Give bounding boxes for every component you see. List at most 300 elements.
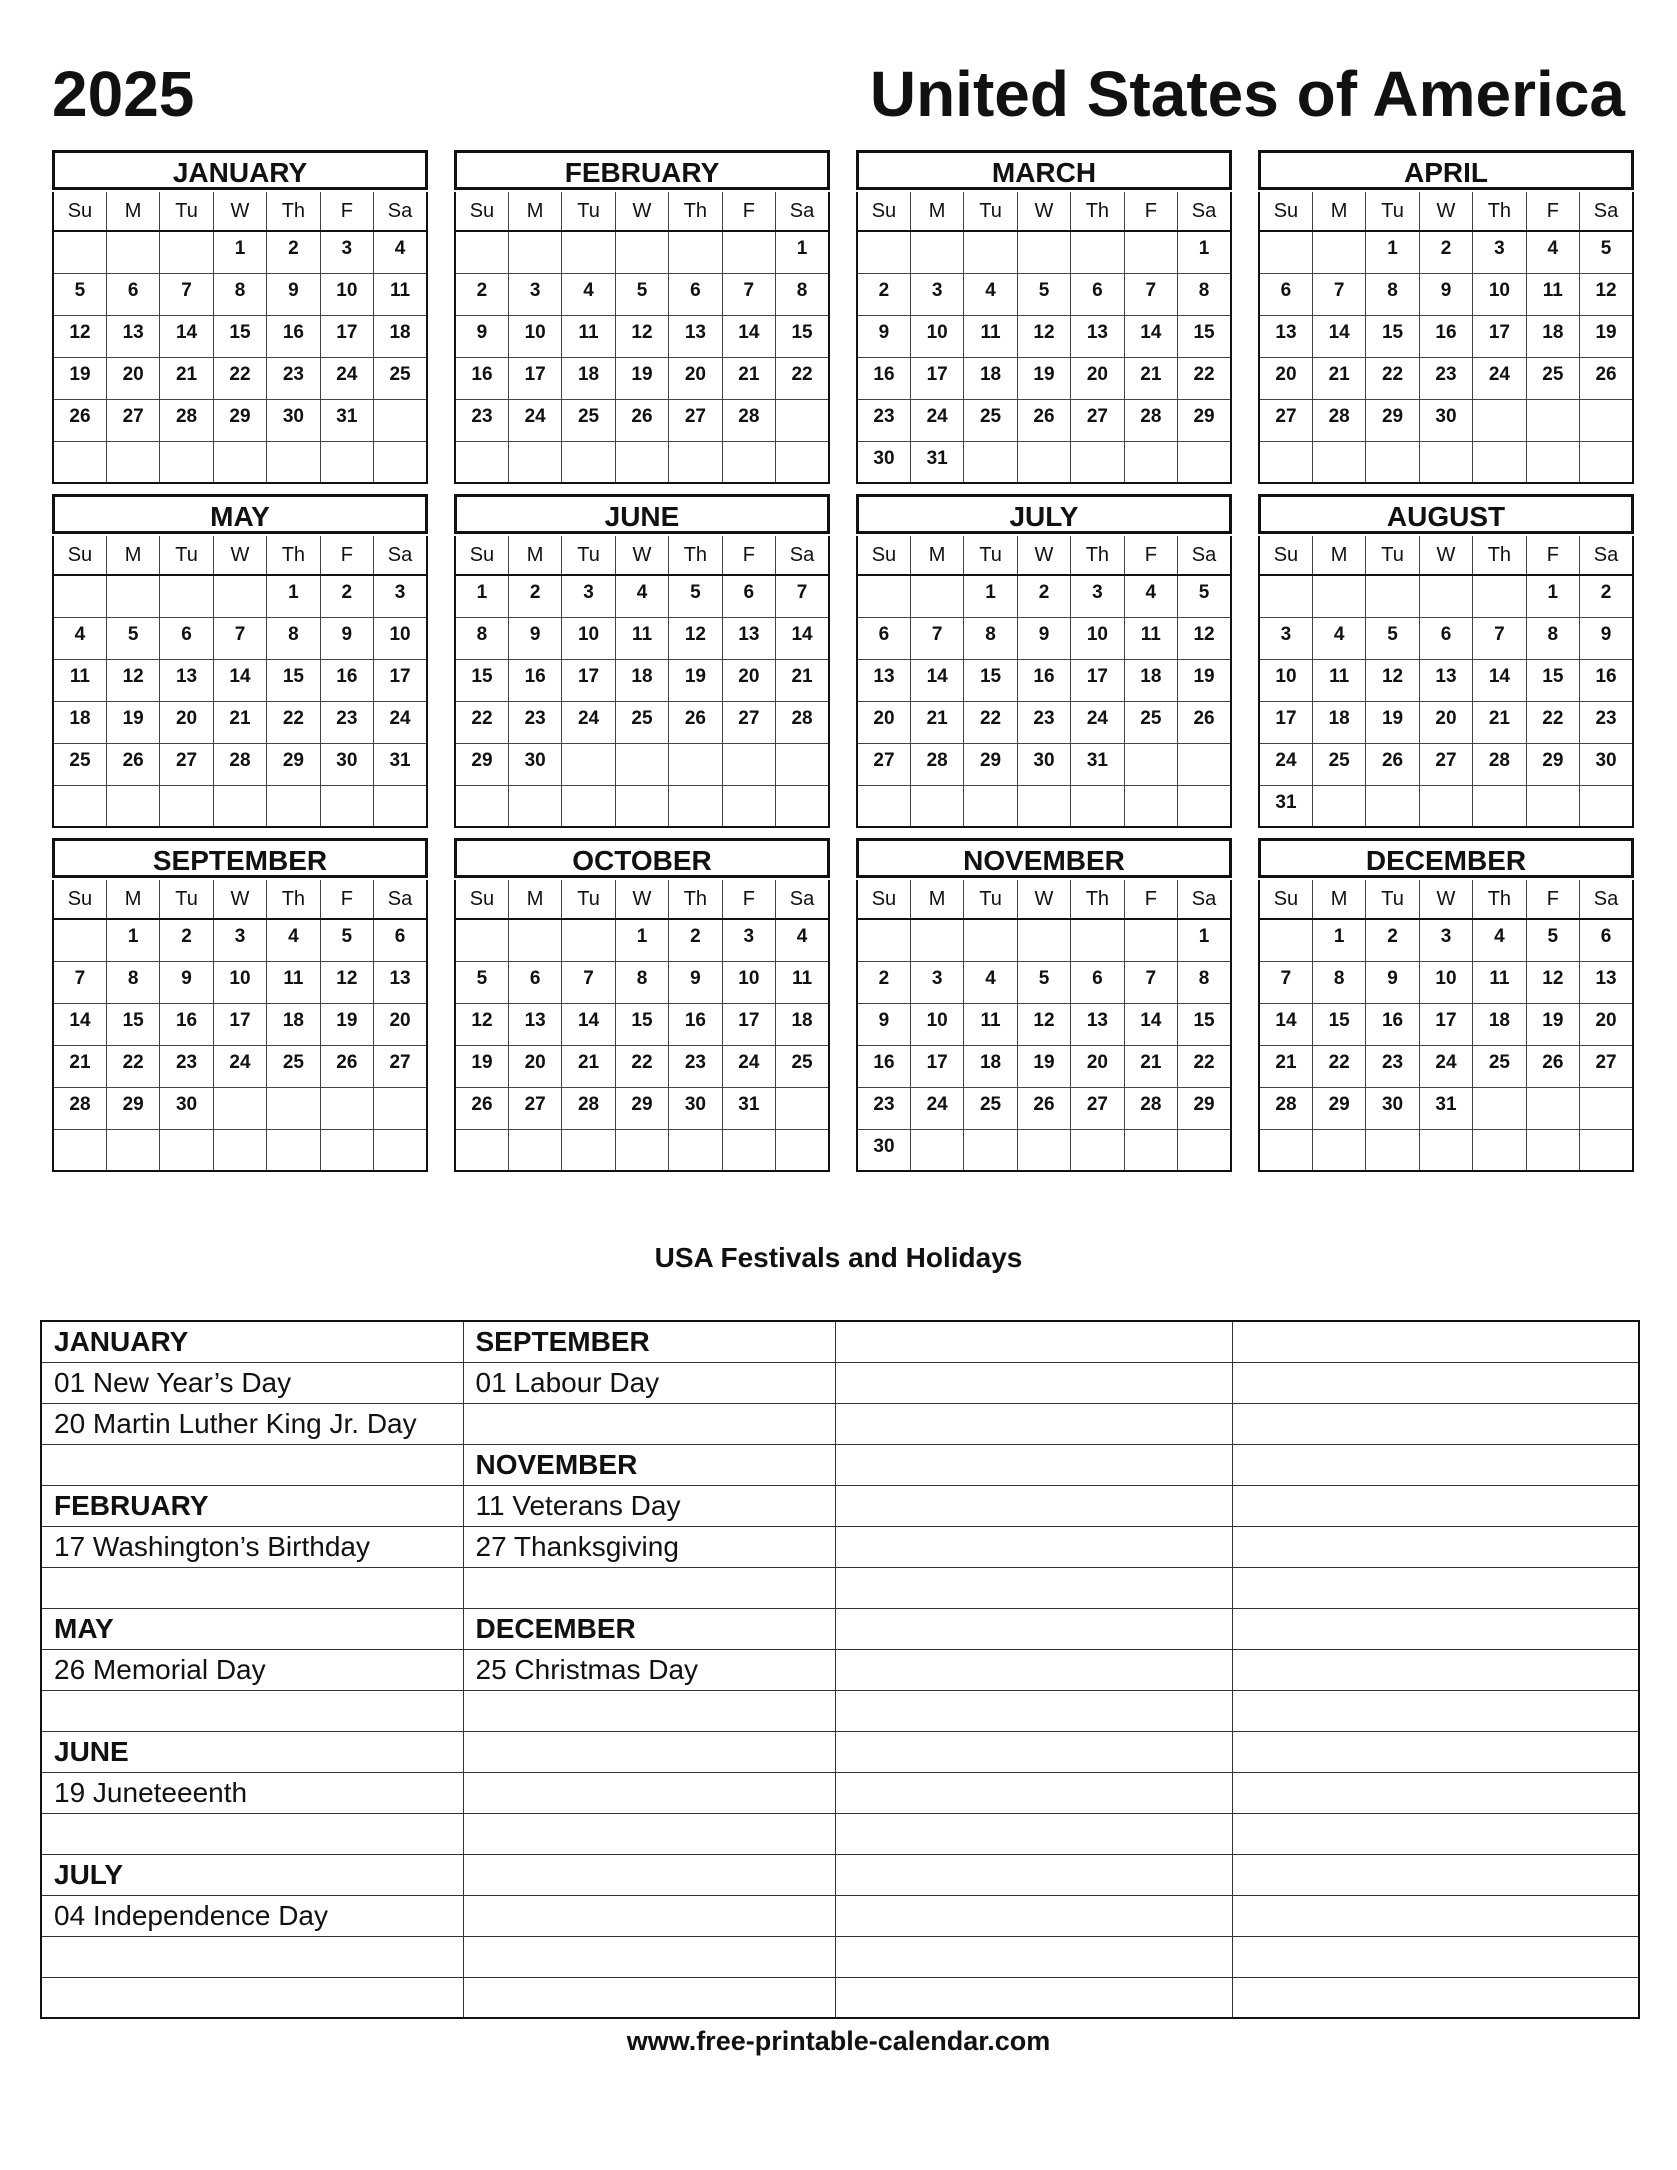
day-cell: 10 bbox=[910, 315, 963, 357]
day-cell: 3 bbox=[910, 961, 963, 1003]
day-cell: 14 bbox=[1473, 659, 1526, 701]
weekday-header: W bbox=[615, 536, 668, 575]
day-cell: 14 bbox=[1124, 315, 1177, 357]
day-cell: 2 bbox=[455, 273, 508, 315]
day-cell: 4 bbox=[964, 961, 1017, 1003]
day-cell bbox=[1580, 399, 1633, 441]
day-cell: 29 bbox=[1178, 399, 1231, 441]
day-cell bbox=[106, 785, 159, 827]
day-cell bbox=[722, 231, 775, 273]
day-cell: 11 bbox=[267, 961, 320, 1003]
day-cell bbox=[857, 231, 910, 273]
day-cell: 28 bbox=[722, 399, 775, 441]
week-row bbox=[857, 701, 1231, 743]
week-row bbox=[455, 1003, 829, 1045]
day-cell bbox=[1473, 1087, 1526, 1129]
day-cell bbox=[1071, 441, 1124, 483]
day-cell bbox=[320, 1087, 373, 1129]
holiday-entry bbox=[1232, 1977, 1639, 2018]
day-cell bbox=[910, 231, 963, 273]
day-cell bbox=[1071, 919, 1124, 961]
week-row bbox=[857, 1087, 1231, 1129]
day-cell: 12 bbox=[53, 315, 106, 357]
day-cell: 25 bbox=[1473, 1045, 1526, 1087]
day-cell: 12 bbox=[455, 1003, 508, 1045]
holiday-entry bbox=[41, 1936, 463, 1977]
holiday-row bbox=[41, 1321, 1639, 1362]
week-row bbox=[455, 441, 829, 483]
day-cell: 7 bbox=[776, 575, 829, 617]
week-row bbox=[455, 575, 829, 617]
weekday-header: M bbox=[910, 880, 963, 919]
day-cell bbox=[508, 785, 561, 827]
weekday-header: M bbox=[106, 192, 159, 231]
day-cell bbox=[857, 575, 910, 617]
holiday-entry bbox=[463, 1690, 835, 1731]
month-february bbox=[454, 150, 830, 484]
day-cell: 20 bbox=[1580, 1003, 1633, 1045]
day-cell: 29 bbox=[1526, 743, 1579, 785]
week-row bbox=[1259, 659, 1633, 701]
day-cell: 7 bbox=[722, 273, 775, 315]
day-cell: 16 bbox=[1017, 659, 1070, 701]
day-cell bbox=[1178, 743, 1231, 785]
day-cell: 19 bbox=[615, 357, 668, 399]
day-cell bbox=[1473, 575, 1526, 617]
day-cell bbox=[213, 785, 266, 827]
day-cell bbox=[320, 441, 373, 483]
weekday-header: Th bbox=[669, 880, 722, 919]
weekday-header: F bbox=[1124, 536, 1177, 575]
weekday-header: F bbox=[1526, 192, 1579, 231]
day-cell bbox=[1124, 785, 1177, 827]
day-cell: 6 bbox=[722, 575, 775, 617]
holiday-entry bbox=[41, 1813, 463, 1854]
day-cell: 16 bbox=[455, 357, 508, 399]
day-cell: 24 bbox=[1071, 701, 1124, 743]
weekday-header: W bbox=[1017, 536, 1070, 575]
day-cell bbox=[106, 575, 159, 617]
day-cell: 17 bbox=[722, 1003, 775, 1045]
day-cell: 24 bbox=[374, 701, 427, 743]
day-cell: 12 bbox=[320, 961, 373, 1003]
month-grid bbox=[52, 536, 428, 828]
day-cell: 26 bbox=[1017, 1087, 1070, 1129]
day-cell: 5 bbox=[53, 273, 106, 315]
day-cell: 16 bbox=[267, 315, 320, 357]
weekday-header: F bbox=[1526, 880, 1579, 919]
day-cell bbox=[1178, 441, 1231, 483]
day-cell bbox=[374, 441, 427, 483]
day-cell: 15 bbox=[615, 1003, 668, 1045]
week-row bbox=[53, 701, 427, 743]
day-cell bbox=[910, 785, 963, 827]
day-cell: 4 bbox=[776, 919, 829, 961]
holidays-title: USA Festivals and Holidays bbox=[654, 1242, 1023, 1273]
week-row bbox=[857, 399, 1231, 441]
holiday-entry bbox=[835, 1977, 1232, 2018]
day-cell: 1 bbox=[615, 919, 668, 961]
month-november bbox=[856, 838, 1232, 1172]
day-cell: 8 bbox=[1178, 273, 1231, 315]
holiday-entry bbox=[463, 1977, 835, 2018]
day-cell: 13 bbox=[508, 1003, 561, 1045]
day-cell: 6 bbox=[1071, 961, 1124, 1003]
day-cell: 1 bbox=[267, 575, 320, 617]
day-cell: 6 bbox=[1580, 919, 1633, 961]
day-cell: 9 bbox=[669, 961, 722, 1003]
day-cell: 5 bbox=[1526, 919, 1579, 961]
day-cell bbox=[669, 743, 722, 785]
holidays-table bbox=[40, 1320, 1640, 2019]
holiday-entry: 19 Juneteeenth bbox=[41, 1772, 463, 1813]
day-cell: 22 bbox=[213, 357, 266, 399]
day-cell: 22 bbox=[455, 701, 508, 743]
month-grid bbox=[856, 536, 1232, 828]
day-cell: 28 bbox=[1259, 1087, 1312, 1129]
day-cell: 30 bbox=[1419, 399, 1472, 441]
day-cell: 11 bbox=[1473, 961, 1526, 1003]
day-cell: 6 bbox=[1419, 617, 1472, 659]
week-row bbox=[455, 961, 829, 1003]
day-cell: 27 bbox=[669, 399, 722, 441]
day-cell: 12 bbox=[669, 617, 722, 659]
holiday-row bbox=[41, 1526, 1639, 1567]
day-cell bbox=[776, 785, 829, 827]
weekday-header: M bbox=[1312, 192, 1365, 231]
day-cell: 11 bbox=[964, 1003, 1017, 1045]
week-row bbox=[455, 785, 829, 827]
holiday-entry bbox=[835, 1649, 1232, 1690]
day-cell: 11 bbox=[1312, 659, 1365, 701]
day-cell: 15 bbox=[213, 315, 266, 357]
day-cell: 15 bbox=[1178, 315, 1231, 357]
holiday-entry bbox=[463, 1567, 835, 1608]
weekday-header: Su bbox=[53, 536, 106, 575]
day-cell: 25 bbox=[267, 1045, 320, 1087]
day-cell bbox=[1312, 575, 1365, 617]
month-title: DECEMBER bbox=[1258, 838, 1634, 878]
month-grid bbox=[52, 880, 428, 1172]
week-row bbox=[53, 617, 427, 659]
day-cell: 27 bbox=[508, 1087, 561, 1129]
week-row bbox=[857, 1045, 1231, 1087]
day-cell: 5 bbox=[1580, 231, 1633, 273]
day-cell: 24 bbox=[1473, 357, 1526, 399]
month-december bbox=[1258, 838, 1634, 1172]
day-cell: 14 bbox=[53, 1003, 106, 1045]
day-cell: 24 bbox=[1259, 743, 1312, 785]
day-cell: 31 bbox=[320, 399, 373, 441]
day-cell: 31 bbox=[1419, 1087, 1472, 1129]
day-cell: 29 bbox=[455, 743, 508, 785]
week-row bbox=[1259, 701, 1633, 743]
weekday-header: W bbox=[1419, 536, 1472, 575]
day-cell bbox=[455, 919, 508, 961]
holiday-entry bbox=[1232, 1772, 1639, 1813]
day-cell: 25 bbox=[776, 1045, 829, 1087]
day-cell: 17 bbox=[320, 315, 373, 357]
holiday-entry bbox=[835, 1362, 1232, 1403]
day-cell: 8 bbox=[1526, 617, 1579, 659]
day-cell bbox=[964, 441, 1017, 483]
holiday-entry bbox=[1232, 1649, 1639, 1690]
day-cell bbox=[213, 1129, 266, 1171]
weekday-header: M bbox=[508, 536, 561, 575]
holiday-row bbox=[41, 1936, 1639, 1977]
weekday-header: Sa bbox=[1178, 880, 1231, 919]
day-cell bbox=[1419, 1129, 1472, 1171]
week-row bbox=[1259, 315, 1633, 357]
day-cell: 9 bbox=[1017, 617, 1070, 659]
day-cell bbox=[1526, 1129, 1579, 1171]
day-cell: 15 bbox=[455, 659, 508, 701]
day-cell: 30 bbox=[1580, 743, 1633, 785]
day-cell: 24 bbox=[213, 1045, 266, 1087]
day-cell: 21 bbox=[1259, 1045, 1312, 1087]
day-cell: 21 bbox=[722, 357, 775, 399]
day-cell: 28 bbox=[1473, 743, 1526, 785]
day-cell: 8 bbox=[213, 273, 266, 315]
holiday-entry bbox=[463, 1813, 835, 1854]
day-cell: 18 bbox=[1312, 701, 1365, 743]
day-cell: 18 bbox=[1473, 1003, 1526, 1045]
holiday-entry: 17 Washington’s Birthday bbox=[41, 1526, 463, 1567]
day-cell: 1 bbox=[1312, 919, 1365, 961]
day-cell: 22 bbox=[106, 1045, 159, 1087]
day-cell: 18 bbox=[776, 1003, 829, 1045]
day-cell: 9 bbox=[857, 315, 910, 357]
weekday-header: Th bbox=[1473, 536, 1526, 575]
holiday-entry bbox=[1232, 1485, 1639, 1526]
day-cell bbox=[615, 441, 668, 483]
week-row bbox=[857, 617, 1231, 659]
holiday-entry bbox=[463, 1936, 835, 1977]
day-cell bbox=[1580, 785, 1633, 827]
day-cell: 4 bbox=[1473, 919, 1526, 961]
holiday-entry bbox=[835, 1690, 1232, 1731]
week-row bbox=[1259, 231, 1633, 273]
day-cell: 21 bbox=[213, 701, 266, 743]
day-cell: 20 bbox=[669, 357, 722, 399]
day-cell: 23 bbox=[857, 1087, 910, 1129]
day-cell: 11 bbox=[964, 315, 1017, 357]
day-cell bbox=[1259, 1129, 1312, 1171]
day-cell: 19 bbox=[106, 701, 159, 743]
day-cell bbox=[562, 785, 615, 827]
day-cell bbox=[776, 1129, 829, 1171]
day-cell: 30 bbox=[1366, 1087, 1419, 1129]
day-cell: 13 bbox=[722, 617, 775, 659]
day-cell: 16 bbox=[1580, 659, 1633, 701]
day-cell: 29 bbox=[615, 1087, 668, 1129]
holiday-entry: 27 Thanksgiving bbox=[463, 1526, 835, 1567]
weekday-header: Th bbox=[1473, 192, 1526, 231]
day-cell: 20 bbox=[1259, 357, 1312, 399]
day-cell: 22 bbox=[1526, 701, 1579, 743]
month-title: NOVEMBER bbox=[856, 838, 1232, 878]
day-cell: 12 bbox=[1580, 273, 1633, 315]
week-row bbox=[455, 399, 829, 441]
week-row bbox=[53, 785, 427, 827]
country-title: United States of America bbox=[869, 58, 1625, 130]
day-cell: 28 bbox=[910, 743, 963, 785]
day-cell: 8 bbox=[267, 617, 320, 659]
week-row bbox=[1259, 919, 1633, 961]
week-row bbox=[455, 357, 829, 399]
day-cell: 22 bbox=[1312, 1045, 1365, 1087]
day-cell: 27 bbox=[1419, 743, 1472, 785]
day-cell: 27 bbox=[722, 701, 775, 743]
day-cell: 2 bbox=[320, 575, 373, 617]
holiday-row bbox=[41, 1362, 1639, 1403]
weekday-header: Su bbox=[53, 192, 106, 231]
day-cell: 12 bbox=[1017, 1003, 1070, 1045]
day-cell: 3 bbox=[722, 919, 775, 961]
month-title: JULY bbox=[856, 494, 1232, 534]
day-cell: 13 bbox=[1419, 659, 1472, 701]
day-cell: 12 bbox=[1178, 617, 1231, 659]
day-cell bbox=[1526, 785, 1579, 827]
day-cell: 30 bbox=[160, 1087, 213, 1129]
day-cell: 18 bbox=[374, 315, 427, 357]
holiday-entry bbox=[835, 1485, 1232, 1526]
day-cell: 16 bbox=[857, 1045, 910, 1087]
day-cell: 10 bbox=[213, 961, 266, 1003]
day-cell: 22 bbox=[1178, 1045, 1231, 1087]
day-cell bbox=[1473, 1129, 1526, 1171]
holiday-entry bbox=[1232, 1321, 1639, 1362]
day-cell: 28 bbox=[562, 1087, 615, 1129]
week-row bbox=[1259, 399, 1633, 441]
holiday-entry bbox=[835, 1321, 1232, 1362]
day-cell: 24 bbox=[320, 357, 373, 399]
day-cell: 4 bbox=[1526, 231, 1579, 273]
month-title: FEBRUARY bbox=[454, 150, 830, 190]
day-cell: 13 bbox=[1071, 1003, 1124, 1045]
day-cell bbox=[320, 785, 373, 827]
month-grid bbox=[454, 192, 830, 484]
week-row bbox=[857, 659, 1231, 701]
day-cell: 17 bbox=[213, 1003, 266, 1045]
day-cell: 20 bbox=[374, 1003, 427, 1045]
holiday-entry bbox=[835, 1895, 1232, 1936]
day-cell: 28 bbox=[1124, 1087, 1177, 1129]
weekday-header: Su bbox=[53, 880, 106, 919]
day-cell: 27 bbox=[374, 1045, 427, 1087]
weekday-header: Sa bbox=[1178, 192, 1231, 231]
week-row bbox=[857, 315, 1231, 357]
day-cell: 25 bbox=[964, 1087, 1017, 1129]
day-cell: 12 bbox=[1366, 659, 1419, 701]
day-cell: 10 bbox=[374, 617, 427, 659]
day-cell bbox=[508, 231, 561, 273]
day-cell: 31 bbox=[1071, 743, 1124, 785]
week-row bbox=[1259, 1129, 1633, 1171]
holiday-month-heading: JUNE bbox=[41, 1731, 463, 1772]
day-cell: 15 bbox=[1366, 315, 1419, 357]
weekday-header: W bbox=[615, 192, 668, 231]
day-cell: 11 bbox=[53, 659, 106, 701]
holiday-entry bbox=[1232, 1690, 1639, 1731]
day-cell bbox=[857, 785, 910, 827]
month-grid bbox=[856, 880, 1232, 1172]
day-cell: 29 bbox=[1366, 399, 1419, 441]
holiday-row bbox=[41, 1690, 1639, 1731]
day-cell: 15 bbox=[1312, 1003, 1365, 1045]
weekday-header: Th bbox=[669, 536, 722, 575]
day-cell: 22 bbox=[1178, 357, 1231, 399]
day-cell: 26 bbox=[53, 399, 106, 441]
holiday-entry bbox=[1232, 1567, 1639, 1608]
weekday-header: W bbox=[1017, 880, 1070, 919]
day-cell: 25 bbox=[1124, 701, 1177, 743]
day-cell: 11 bbox=[776, 961, 829, 1003]
day-cell: 19 bbox=[1017, 1045, 1070, 1087]
day-cell: 14 bbox=[1124, 1003, 1177, 1045]
day-cell: 26 bbox=[1017, 399, 1070, 441]
day-cell bbox=[267, 441, 320, 483]
day-cell: 21 bbox=[1124, 1045, 1177, 1087]
day-cell: 27 bbox=[1580, 1045, 1633, 1087]
day-cell: 9 bbox=[857, 1003, 910, 1045]
week-row bbox=[1259, 961, 1633, 1003]
day-cell: 26 bbox=[1580, 357, 1633, 399]
week-row bbox=[455, 231, 829, 273]
day-cell bbox=[1312, 441, 1365, 483]
day-cell: 6 bbox=[508, 961, 561, 1003]
day-cell bbox=[615, 1129, 668, 1171]
weekday-header: Th bbox=[267, 880, 320, 919]
holiday-entry bbox=[1232, 1731, 1639, 1772]
holiday-month-heading: SEPTEMBER bbox=[463, 1321, 835, 1362]
day-cell: 6 bbox=[1259, 273, 1312, 315]
day-cell bbox=[1017, 441, 1070, 483]
day-cell bbox=[910, 575, 963, 617]
day-cell bbox=[964, 919, 1017, 961]
weekday-header: Su bbox=[455, 880, 508, 919]
weekday-header: W bbox=[1419, 192, 1472, 231]
week-row bbox=[455, 1045, 829, 1087]
weekday-header: Sa bbox=[776, 192, 829, 231]
month-october bbox=[454, 838, 830, 1172]
day-cell: 8 bbox=[106, 961, 159, 1003]
day-cell bbox=[374, 1087, 427, 1129]
day-cell bbox=[1071, 231, 1124, 273]
day-cell: 29 bbox=[106, 1087, 159, 1129]
day-cell: 1 bbox=[1526, 575, 1579, 617]
weekday-header: M bbox=[1312, 536, 1365, 575]
day-cell: 9 bbox=[508, 617, 561, 659]
week-row bbox=[53, 575, 427, 617]
holiday-entry bbox=[835, 1772, 1232, 1813]
day-cell: 25 bbox=[53, 743, 106, 785]
day-cell: 14 bbox=[1312, 315, 1365, 357]
day-cell: 22 bbox=[776, 357, 829, 399]
day-cell: 21 bbox=[53, 1045, 106, 1087]
day-cell bbox=[562, 743, 615, 785]
month-title: JANUARY bbox=[52, 150, 428, 190]
week-row bbox=[53, 273, 427, 315]
day-cell bbox=[669, 1129, 722, 1171]
day-cell bbox=[1017, 919, 1070, 961]
day-cell: 8 bbox=[964, 617, 1017, 659]
holiday-entry bbox=[41, 1977, 463, 2018]
day-cell: 31 bbox=[1259, 785, 1312, 827]
weekday-header: Su bbox=[455, 536, 508, 575]
day-cell bbox=[722, 743, 775, 785]
day-cell bbox=[1312, 1129, 1365, 1171]
